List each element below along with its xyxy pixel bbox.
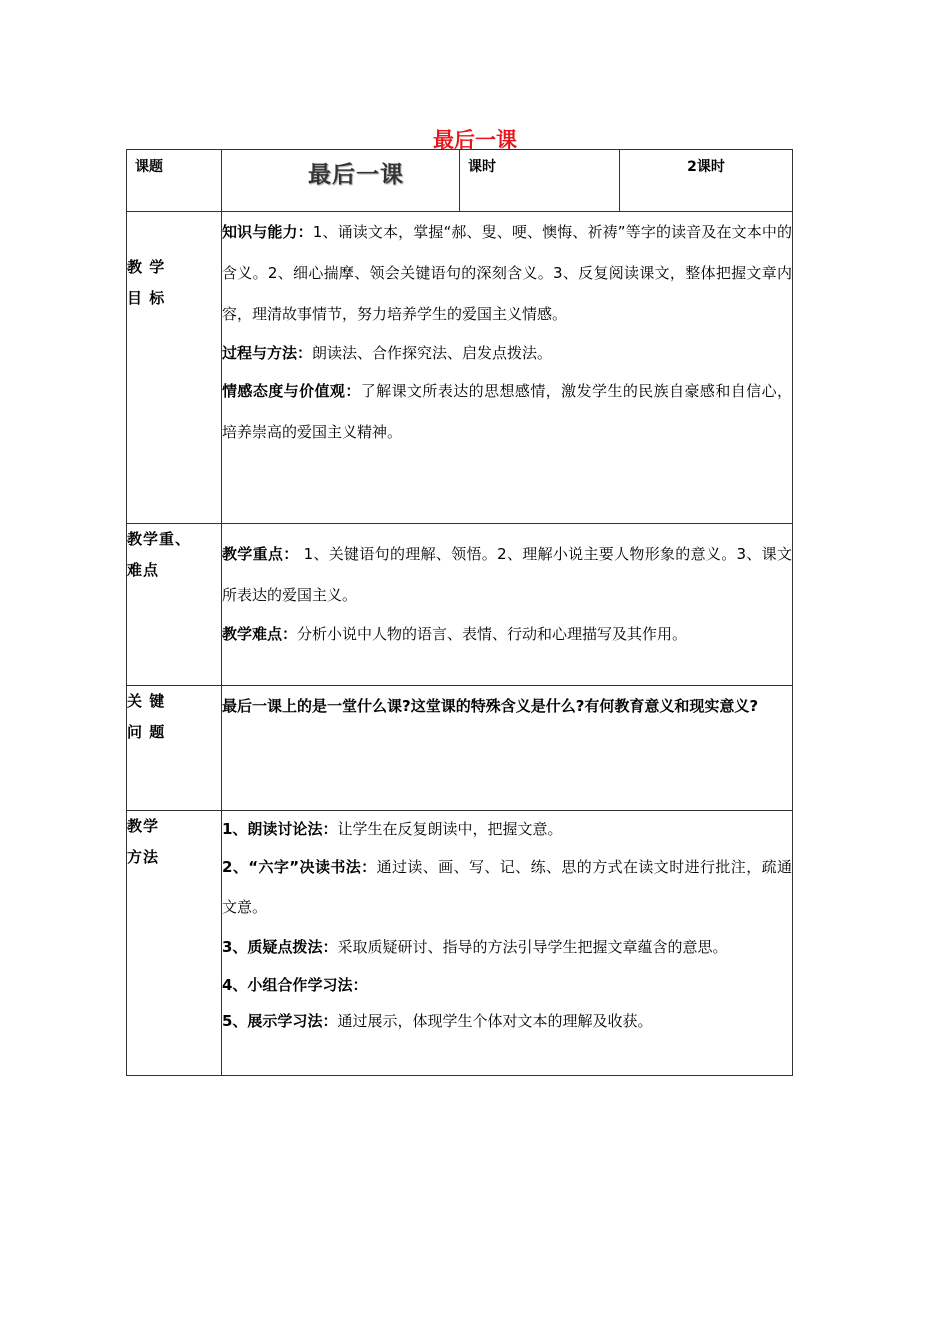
question-row [127,686,793,811]
methods-row [127,811,793,1076]
goals-label-line2: 目 标 [127,289,166,307]
method-label-2: 2、“六字”决读书法： [222,858,377,876]
question-label-line2: 问 题 [127,723,166,741]
key-point-paragraph [222,534,792,616]
method-label-3: 3、质疑点拨法： [222,938,338,956]
method-label-5: 5、展示学习法： [222,1012,338,1030]
method-item-3 [222,927,792,967]
difficulty-text: 分析小说中人物的语言、表情、行动和心理描写及其作用。 [297,625,688,643]
method-label-4: 4、小组合作学习法： [222,976,368,994]
focus-row [127,524,793,686]
method-text-2: 通过读、画、写、记、练、思的方式在读文时进行批注，疏通文意。 [222,858,793,916]
question-text: 最后一课上的是一堂什么课?这堂课的特殊含义是什么?有何教育意义和现实意义? [222,697,759,715]
method-text-1: 让学生在反复朗读中，把握文意。 [337,820,563,838]
method-item-2 [222,847,792,927]
focus-label-line2: 难点 [127,561,160,579]
topic-label: 课题 [135,159,163,175]
emotion-paragraph [222,371,792,453]
emotion-text: 了解课文所表达的思想感情，激发学生的民族自豪感和自信心，培养崇高的爱国主义精神。 [222,382,792,441]
method-label-1: 1、朗读讨论法： [222,820,338,838]
period-label-cell [460,150,620,212]
goals-label-line1: 教 学 [127,258,166,276]
difficulty-paragraph [222,616,792,652]
knowledge-label: 知识与能力： [222,223,313,241]
period-label: 课时 [468,159,496,175]
period-value: 2课时 [687,159,725,175]
focus-content-cell [222,524,793,686]
topic-label-cell [127,150,222,212]
question-content-cell [222,686,793,811]
method-text-5: 通过展示，体现学生个体对文本的理解及收获。 [337,1012,653,1030]
key-point-text: 1、关键语句的理解、领悟。2、理解小说主要人物形象的意义。3、课文所表达的爱国主义。 [222,545,792,604]
methods-label-line1: 教学 [127,817,160,835]
method-text-3: 采取质疑研讨、指导的方法引导学生把握文章蕴含的意思。 [337,938,728,956]
emotion-label: 情感态度与价值观： [222,382,361,400]
methods-content-cell [222,811,793,1076]
header-row [127,150,793,212]
goals-content-cell [222,212,793,524]
methods-label-line2: 方法 [127,848,160,866]
method-item-1 [222,811,792,847]
period-value-cell [620,150,793,212]
methods-label-cell [127,811,222,1076]
topic-title-image: 最后一课 [308,162,404,188]
key-point-label: 教学重点： [222,545,299,563]
topic-value-cell [222,150,460,212]
method-item-5 [222,1003,792,1039]
knowledge-paragraph [222,212,792,335]
question-label-line1: 关 键 [127,692,166,710]
knowledge-text: 1、诵读文本，掌握“郝、叟、哽、懊悔、祈祷”等字的读音及在文本中的含义。2、细心揣摩、领会关键语句的深刻含义。3、反复阅读课文，整体把握文章内容，理清故事情节，努力培养学生的爱国主义情感。 [222,223,792,323]
process-paragraph [222,335,792,371]
difficulty-label: 教学难点： [222,625,298,643]
goals-row [127,212,793,524]
question-label-cell [127,686,222,811]
method-item-4 [222,967,792,1003]
focus-label-line1: 教学重、 [127,530,192,548]
process-text: 朗读法、合作探究法、启发点拨法。 [312,344,553,362]
focus-label-cell [127,524,222,686]
goals-label-cell [127,212,222,524]
process-label: 过程与方法： [222,344,313,362]
lesson-plan-table [126,149,793,1076]
page-title: 最后一课 [433,128,517,152]
